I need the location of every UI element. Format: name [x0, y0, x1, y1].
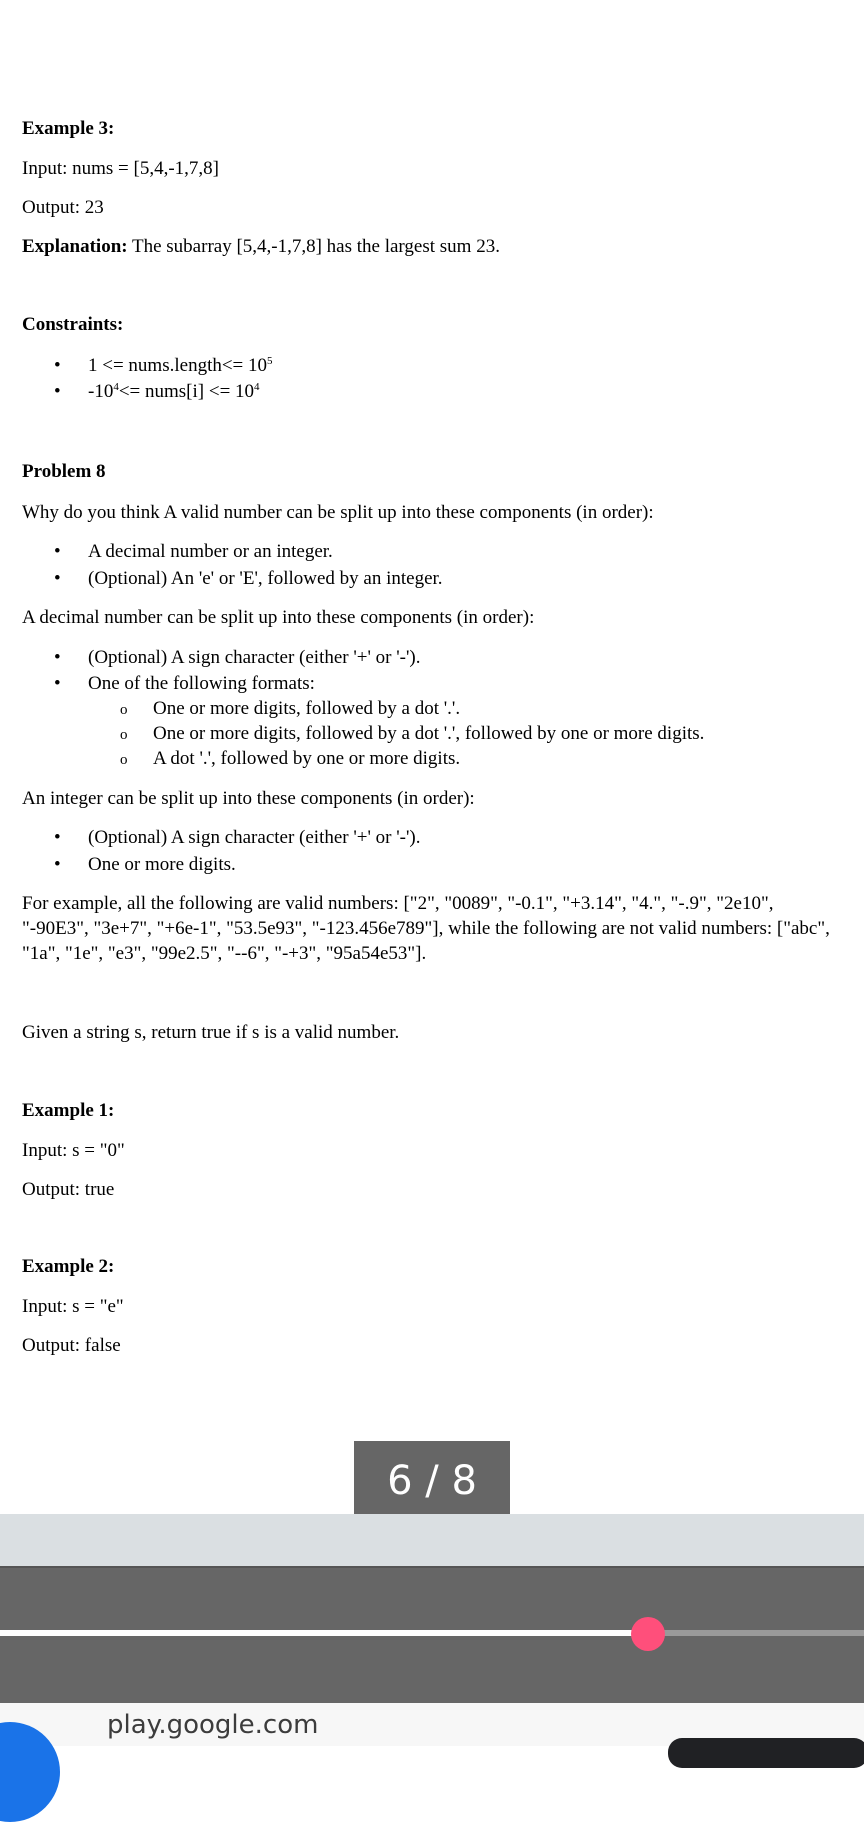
integer-item: One or more digits. — [88, 854, 236, 875]
example3-explanation — [22, 235, 500, 259]
example1-output: Output: true — [22, 1179, 115, 1200]
problem8-heading: Problem 8 — [22, 461, 106, 482]
component-item: (Optional) An 'e' or 'E', followed by an integer. — [88, 568, 443, 589]
integer-item: (Optional) A sign character (either '+' or '-'). — [88, 827, 421, 848]
example3-output: Output: 23 — [22, 197, 104, 218]
viewer-strip — [0, 1514, 864, 1566]
format-item: One or more digits, followed by a dot '.'. — [153, 698, 461, 719]
example2-output: Output: false — [22, 1335, 121, 1356]
explanation-label: Explanation: — [22, 236, 128, 257]
nav-pill[interactable] — [668, 1738, 864, 1768]
decimal-item: (Optional) A sign character (either '+' or '-'). — [88, 647, 421, 668]
format-item: A dot '.', followed by one or more digits. — [153, 748, 461, 769]
example1-input: Input: s = "0" — [22, 1140, 125, 1161]
url-text[interactable]: play.google.com — [107, 1710, 319, 1740]
progress-track-remaining[interactable] — [648, 1630, 864, 1636]
format-item: One or more digits, followed by a dot '.', followed by one or more digits. — [153, 723, 705, 744]
example1-heading: Example 1: — [22, 1100, 115, 1121]
circle-bullet-icon: o — [120, 752, 128, 768]
example3-heading: Example 3: — [22, 118, 115, 139]
example3-input: Input: nums = [5,4,-1,7,8] — [22, 158, 220, 179]
bullet-icon: • — [54, 355, 61, 376]
progress-track-filled[interactable] — [0, 1630, 648, 1636]
bullet-icon: • — [54, 673, 61, 694]
constraint-item: 1 <= nums.length<= $10^5$ — [88, 355, 273, 376]
circle-bullet-icon: o — [120, 702, 128, 718]
bullet-icon: • — [54, 647, 61, 668]
explanation-text: The subarray [5,4,-1,7,8] has the largest sum 23. — [127, 236, 500, 257]
bullet-icon: • — [54, 827, 61, 848]
circle-bullet-icon: o — [120, 727, 128, 743]
integer-intro: An integer can be split up into these components (in order): — [22, 788, 475, 809]
bullet-icon: • — [54, 541, 61, 562]
component-item: A decimal number or an integer. — [88, 541, 333, 562]
example2-input: Input: s = "e" — [22, 1296, 124, 1317]
example2-heading: Example 2: — [22, 1256, 115, 1277]
page-indicator: 6 / 8 — [354, 1441, 510, 1521]
bullet-icon: • — [54, 381, 61, 402]
constraint-item: $-10^4<=$ nums[i] <= $10^4$ — [88, 381, 260, 402]
bullet-icon: • — [54, 854, 61, 875]
progress-slider-thumb[interactable] — [631, 1617, 665, 1651]
task-text: Given a string s, return true if s is a valid number. — [22, 1022, 400, 1043]
constraints-heading: Constraints: — [22, 314, 124, 335]
decimal-item: One of the following formats: — [88, 673, 315, 694]
decimal-intro: A decimal number can be split up into these components (in order): — [22, 607, 535, 628]
bullet-icon: • — [54, 568, 61, 589]
problem8-intro: Why do you think A valid number can be split up into these components (in order): — [22, 502, 654, 523]
examples-paragraph: For example, all the following are valid numbers: ["2", "0089", "-0.1", "+3.14", "4.", "-.9", "2e10", "-90E3", "3e+7", "+6e-1", "53.5e93", "-123.456e789"], while the following are not valid numbers: ["abc", "1a", "1e", "e3", "99e2.5", "--6", "-+3", "95a54e53"]. — [22, 893, 830, 964]
